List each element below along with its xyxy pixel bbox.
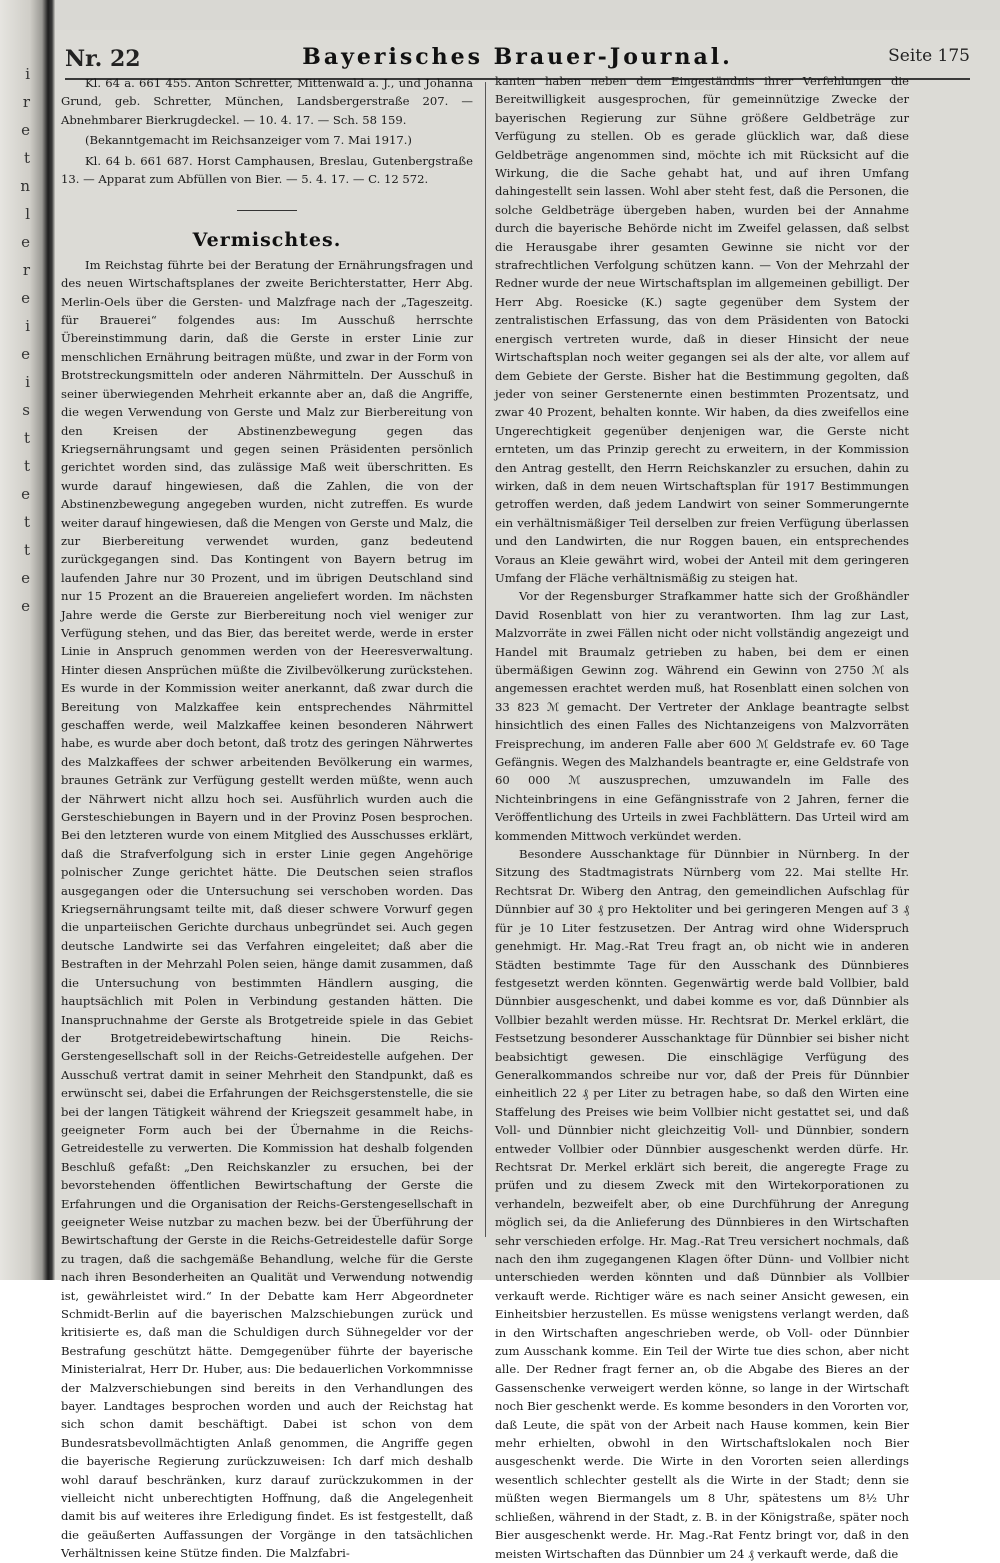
edge-letter: t <box>23 513 30 531</box>
section-separator <box>237 210 297 211</box>
column-divider <box>485 82 486 1237</box>
edge-letter: t <box>23 149 30 167</box>
article-paragraph: kanten haben neben dem Eingeständnis ihrer Verfehlungen die Bereitwilligkeit ausgesprochen, für gemeinnützige Zwecke der bayerischen Regierung zur Sühne größere Geldbeträge zur Verfügung zu stellen. Ob es gerade glücklich war, daß diese Geldbeträge angenommen sind, möchte ich mit Rücksicht auf die Wirkung, die die Sache gehabt hat, und auf ihren Umfang dahingestellt sein lassen. Wohl aber steht fest, daß die Personen, die solche Geldbeträge übergeben haben, wurden bei der Annahme durch die bayerische Behörde nicht im Zweifel gelassen, daß selbst die Herausgabe ihrer gesamten Gewinne sie nicht vor der strafrechtlichen Verfolgung schützen kann. — Von der Mehrzahl der Redner wurde der neue Wirtschaftsplan im allgemeinen gebilligt. Der Herr Abg. Roesicke (K.) sagte gegenüber dem System der zentralistischen Erfassung, das von dem Präsidenten von Batocki energisch vertreten wurde, daß in dieser Hinsicht der neue Wirtschaftsplan noch weiter gegangen sei als der alte, vor allem auf dem Gebiete der Gerste. Bisher hat die Bestimmung gegolten, daß jeder von seiner Gerstenernte einen bestimmten Prozentsatz, und zwar 40 Prozent, behalten konnte. Wir haben, da dies zweifellos eine Ungerechtigkeit gegenüber denjenigen war, die Gerste nicht ernteten, um das Prinzip gerecht zu erweitern, in der Kommission den Antrag gestellt, den Herrn Reichskanzler zu ersuchen, dahin zu wirken, daß in dem neuen Wirtschaftsplan für 1917 Bestimmungen getroffen werden, daß jedem Landwirt von seiner Sommerungernte ein verhältnismäßiger Teil derselben zur freien Verfügung überlassen und den Landwirten, die nur Roggen bauen, ein entsprechendes Voraus an Kleie gewährt wird, wobei der Anteil mit dem geringeren Umfang der Fläche verhältnismäßig zu steigen hat. <box>495 74 909 585</box>
edge-letter: s <box>22 401 30 419</box>
article-paragraph: Besondere Ausschanktage für Dünnbier in Nürnberg. In der Sitzung des Stadtmagistrats Nürnberg vom 22. Mai stellte Hr. Rechtsrat Dr. Wiberg den Antrag, den gemeindlichen Aufschlag für Dünnbier auf 30 ₰ pro Hektoliter und bei geringeren Mengen auf 3 ₰ für je 10 Liter festzusetzen. Der Antrag wird ohne Widerspruch genehmigt. Hr. Mag.-Rat Treu fragt an, ob nicht wie in anderen Städten bestimmte Tage für den Ausschank des Dünnbieres festgesetzt werden könnten. Gegenwärtig werde bald Vollbier, bald Dünnbier ausgeschenkt, und dabei komme es vor, daß Dünnbier als Vollbier bezahlt werden müsse. Hr. Rechtsrat Dr. Merkel erklärt, die Festsetzung besonderer Ausschanktage für Dünnbier sei bisher nicht beabsichtigt gewesen. Die einschlägige Verfügung des Generalkommandos schreibe nur vor, daß der Preis für Dünnbier einheitlich 22 ₰ per Liter zu betragen habe, so daß den Wirten eine Staffelung des Preises wie beim Vollbier nicht gestattet sei, und daß Voll- und Dünnbier nicht gleichzeitig Voll- und Dünnbier, sondern entweder Vollbier oder Dünnbier ausgeschenkt werden dürfe. Hr. Rechtsrat Dr. Merkel erklärt sich bereit, die angeregte Frage zu prüfen und zu diesem Zweck mit den Wirtekorporationen zu verhandeln, bezweifelt aber, ob eine Durchführung der Anregung möglich sei, da die Anlieferung des Dünnbieres in den Wirtschaften sehr verschieden erfolge. Hr. Mag.-Rat Treu versichert nochmals, daß nach den ihm zugegangenen Klagen öfter Dünn- und Vollbier nicht unterschieden werden könnten und daß Dünnbier als Vollbier verkauft werde. Richtiger wäre es nach seiner Ansicht gewesen, ein Einheitsbier herzustellen. Es müsse wenigstens verlangt werden, daß in den Wirtschaften angeschrieben werde, ob Voll- oder Dünnbier zum Ausschank komme. Ein Teil der Wirte tue dies schon, aber nicht alle. Der Redner fragt ferner an, ob die Abgabe des Bieres an der Gassenschenke verweigert werden könne, so lange in der Wirtschaft noch Bier geschenkt werde. Es komme besonders in den Vororten vor, daß Leute, die spät von der Arbeit nach Hause kommen, kein Bier mehr erhielten, obwohl in den Wirtschaftslokalen noch Bier ausgeschenkt werde. Die Wirte in den Vororten seien allerdings wesentlich schlechter gestellt als die Wirte in der Stadt; denn sie müßten wegen Biermangels um 8 Uhr, spätestens um 8½ Uhr schließen, während in der Stadt, z. B. in der Königstraße, später noch Bier ausgeschenkt werde. Hr. Mag.-Rat Fentz bringt vor, daß in den meisten Wirtschaften das Dünnbier um 24 ₰ verkauft werde, daß die <box>495 847 909 1561</box>
previous-page-edge-letters <box>2 60 30 620</box>
edge-letter: l <box>25 205 30 223</box>
edge-letter: e <box>21 121 30 139</box>
journal-page <box>55 30 1000 1561</box>
edge-letter: e <box>21 345 30 363</box>
edge-letter: r <box>22 261 30 279</box>
announcement-note: (Bekanntgemacht im Reichsanzeiger vom 7. Mai 1917.) <box>85 133 412 148</box>
patent-entry: Kl. 64 b. 661 687. Horst Camphausen, Breslau, Gutenbergstraße 13. — Apparat zum Abfüllen von Bier. — 5. 4. 17. — C. 12 572. <box>61 153 473 187</box>
page-number: Seite 175 <box>888 46 970 66</box>
edge-letter: i <box>25 317 30 335</box>
edge-letter: t <box>23 457 30 475</box>
article-paragraph: Vor der Regensburger Strafkammer hatte sich der Großhändler David Rosenblatt von hier zu verantworten. Ihm lag zur Last, Malzvorräte in zwei Fällen nicht oder nicht vollständig angezeigt und Handel mit Braumalz getrieben zu haben, bei dem er einen übermäßigen Gewinn zog. Während ein Gewinn von 2750 ℳ als angemessen erachtet werden muß, hat Rosenblatt einen solchen von 33 823 ℳ gemacht. Der Vertreter der Anklage beantragte selbst hinsichtlich des einen Falles des Nichtanzeigens von Malzvorräten Freisprechung, im anderen Falle aber 600 ℳ Geldstrafe ev. 60 Tage Gefängnis. Wegen des Malzhandels beantragte er, eine Geldstrafe von 60 000 ℳ auszusprechen, umzuwandeln im Falle des Nichteinbringens in eine Gefängnisstrafe von 2 Jahren, ferner die Veröffentlichung des Urteils in zwei Fachblättern. Das Urteil wird am kommenden Mittwoch verkündet werden. <box>495 589 909 843</box>
edge-letter: r <box>22 93 30 111</box>
edge-letter: t <box>23 541 30 559</box>
section-title: Vermischtes. <box>192 229 342 252</box>
patent-entry: Kl. 64 a. 661 455. Anton Schretter, Mittenwald a. J., und Johanna Grund, geb. Schretter, München, Landsbergerstraße 207. — Abnehmbarer Bierkrugdeckel. — 10. 4. 17. — Sch. 58 159. <box>61 76 473 127</box>
edge-letter: n <box>20 177 30 195</box>
journal-title: Bayerisches Brauer-Journal. <box>302 44 733 70</box>
edge-letter: i <box>25 65 30 83</box>
edge-letter: i <box>25 373 30 391</box>
issue-number: Nr. 22 <box>65 46 141 72</box>
right-column <box>495 72 909 1563</box>
edge-letter: e <box>21 569 30 587</box>
article-paragraph: Im Reichstag führte bei der Beratung der Ernährungsfragen und des neuen Wirtschaftsplanes der zweite Berichterstatter, Herr Abg. Merlin-Oels über die Gersten- und Malzfrage nach der „Tageszeitg. für Brauerei“ folgendes aus: Im Ausschuß herrschte Übereinstimmung darin, daß die Gerste in erster Linie zur menschlichen Ernährung beitragen müßte, und zwar in der Form von Brotstreckungsmitteln oder anderen Nährmitteln. Der Ausschuß in seiner überwiegenden Mehrheit erkannte aber an, daß die Angriffe, die wegen Verwendung von Gerste und Malz zur Bierbereitung von den Kreisen der Abstinenzbewegung gegen das Kriegsernährungsamt und gegen seinen Präsidenten persönlich gerichtet worden sind, das zulässige Maß weit überschritten. Es wurde darauf hingewiesen, daß die Zahlen, die von der Abstinenzbewegung angegeben wurden, nicht zutreffen. Es wurde weiter darauf hingewiesen, daß die Mengen von Gerste und Malz, die zur Bierbereitung verwendet wurden, ganz bedeutend zurückgegangen sind. Das Kontingent von Bayern betrug im laufenden Jahre nur 30 Prozent, und im übrigen Deutschland sind nur 15 Prozent an die Brauereien angeliefert worden. Im nächsten Jahre werde die Gerste zur Bierbereitung noch viel weniger zur Verfügung stehen, und das Bier, das bereitet werde, werde in erster Linie in Anspruch genommen werden von der Heeresverwaltung. Hinter diesen Ansprüchen müßte die Zivilbevölkerung zurückstehen. Es wurde in der Kommission weiter anerkannt, daß zwar durch die Bereitung von Malzkaffee kein entsprechendes Nährmittel geschaffen werde, weil Malzkaffee keinen besonderen Nährwert habe, es wurde aber doch betont, daß trotz des geringen Nährwertes des Malzkaffees der schwer arbeitenden Bevölkerung ein warmes, braunes Getränk zur Verfügung gestellt werden müßte, wenn auch der Nährwert nicht allzu hoch sei. Ausführlich wurden auch die Gersteschiebungen in Bayern und in der Provinz Posen besprochen. Bei den letzteren wurde von einem Mitglied des Ausschusses erklärt, daß die Strafverfolgung sich in erster Linie gegen Angehörige polnischer Zunge gerichtet hätte. Die Deutschen seien straflos ausgegangen oder die Untersuchung sei verschoben worden. Das Kriegsernährungsamt teilte mit, daß dieser schwere Vorwurf gegen die unparteiischen Gerichte durchaus unbegründet sei. Auch gegen deutsche Landwirte sei das Verfahren eingeleitet; daß aber die Bestraften in der Mehrzahl Polen seien, hänge damit zusammen, daß die Untersuchung von bestimmten Händlern ausging, die hauptsächlich mit Polen in Verbindung gestanden hätten. Die Inanspruchnahme der Gerste als Brotgetreide spiele in das Gebiet der Brotgetreidebewirtschaftung hinein. Die Reichs-Gerstengesellschaft soll in der Reichs-Getreidestelle aufgehen. Der Ausschuß vertrat damit in seiner Mehrheit den Standpunkt, daß es erwünscht sei, dabei die Erfahrungen der Reichsgerstenstelle, die sie bei der langen Tätigkeit während der Kriegszeit gesammelt habe, in geeigneter Form auch bei der Übernahme in die Reichs-Getreidestelle zu verwerten. Die Kommission hat deshalb folgenden Beschluß gefaßt: „Den Reichskanzler zu ersuchen, bei der bevorstehenden öffentlichen Bewirtschaftung der Gerste die Erfahrungen und die Organisation der Reichs-Gerstengesellschaft in geeigneter Weise nutzbar zu machen bezw. bei der Überführung der Bewirtschaftung der Gerste in die Reichs-Getreidestelle dafür Sorge zu tragen, daß die sachgemäße Behandlung, welche für die Gerste nach ihren Besonderheiten an Qualität und Verwendung notwendig ist, gewährleistet wird.“ In der Debatte kam Herr Abgeordneter Schmidt-Berlin auf die bayerischen Malzschiebungen zurück und kritisierte es, daß man die Schuldigen durch Sühnegelder vor der Bestrafung geschützt hätte. Demgegenüber führte der bayerische Ministerialrat, Herr Dr. Huber, aus: Die bedauerlichen Vorkommnisse der Malzverschiebungen sind bereits in den Verhandlungen des bayer. Landtages besprochen worden und auch der Reichstag hat sich schon damit beschäftigt. Dabei ist schon von dem Bundesratsbevollmächtigten Anlaß genommen, die Angriffe gegen die bayerische Regierung zurückzuweisen: Ich darf mich deshalb wohl darauf beschränken, kurz darauf zurückzukommen in der vielleicht nicht unberechtigten Hoffnung, daß die Angelegenheit damit bis auf weiteres ihre Erledigung findet. Es ist festgestellt, daß die geäußerten Auffassungen der Vorgänge in den tatsächlichen Verhältnissen keine Stütze finden. Die Malzfabri- <box>61 257 473 1561</box>
left-column <box>61 72 473 1563</box>
edge-letter: e <box>21 485 30 503</box>
edge-letter: t <box>23 429 30 447</box>
edge-letter: e <box>21 289 30 307</box>
edge-letter: e <box>21 233 30 251</box>
binding-edge <box>0 0 55 1280</box>
edge-letter: e <box>21 597 30 615</box>
